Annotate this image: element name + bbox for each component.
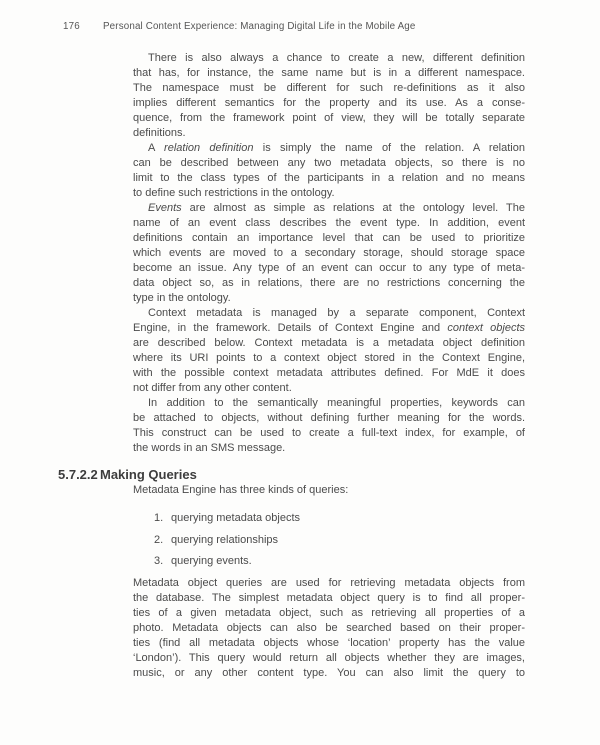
- text-segment: are almost as simple as relations at the ontology level. The: [181, 202, 525, 214]
- text-segment: implies different semantics for the property and its use. As a conse-: [133, 97, 525, 109]
- list-marker: 2.: [154, 533, 164, 546]
- page-header: [63, 21, 415, 32]
- running-title: Personal Content Experience: Managing Digital Life in the Mobile Age: [103, 21, 416, 32]
- text-line: [133, 201, 525, 216]
- paragraph-namespace: [133, 51, 525, 141]
- paragraph-keywords: [133, 396, 525, 456]
- text-line: [133, 51, 525, 66]
- text-segment: ‘London’). This query would return all objects whether they are images,: [133, 651, 525, 664]
- text-line: [133, 261, 525, 276]
- text-segment: can be described between any two metadata objects, so there is no: [133, 157, 525, 169]
- section-number: 5.7.2.2: [58, 467, 98, 482]
- text-segment: quence, from the framework point of view, they will be totally separate: [133, 112, 525, 124]
- query-kinds-list: [133, 511, 525, 569]
- text-segment: Context metadata is managed by a separate component, Context: [148, 307, 525, 319]
- text-segment: to define such restrictions in the ontology.: [133, 187, 335, 199]
- text-line: [133, 81, 525, 96]
- italic-text: relation definition: [164, 142, 254, 154]
- text-line: [133, 246, 525, 261]
- text-line: [133, 366, 525, 381]
- text-line: [133, 411, 525, 426]
- text-line: [133, 381, 525, 396]
- text-line: [133, 636, 525, 651]
- text-segment: become an issue. Any type of an event can occur to any type of meta-: [133, 262, 525, 274]
- text-segment: not differ from any other content.: [133, 382, 292, 394]
- text-segment: definitions contain an importance level that can be used to prioritize: [133, 232, 525, 244]
- text-segment: There is also always a chance to create a new, different definition: [148, 52, 525, 64]
- text-segment: is simply the name of the relation. A relation: [253, 142, 525, 154]
- text-line: [133, 351, 525, 366]
- text-line: [133, 186, 525, 201]
- section-heading: [58, 467, 525, 483]
- paragraph-events: [133, 201, 525, 306]
- page-number: 176: [63, 21, 80, 32]
- text-line: [133, 96, 525, 111]
- text-segment: the words in an SMS message.: [133, 442, 286, 454]
- text-line: [133, 483, 525, 498]
- paragraph-relation-definition: [133, 141, 525, 201]
- list-item-text: querying metadata objects: [171, 512, 301, 524]
- italic-text: context objects: [447, 322, 525, 334]
- text-segment: definitions.: [133, 127, 186, 139]
- text-segment: limit to the class types of the participants in a relation and no means: [133, 172, 525, 184]
- text-line: [133, 606, 525, 621]
- text-line: [133, 306, 525, 321]
- page-body: [58, 51, 525, 681]
- list-marker: 3.: [154, 555, 164, 567]
- text-line: [133, 666, 525, 681]
- text-line: [133, 396, 525, 411]
- text-line: [133, 66, 525, 81]
- text-segment: with the possible context metadata attributes defined. For MdE it does: [133, 367, 525, 379]
- text-line: [133, 621, 525, 636]
- italic-text: Events: [148, 202, 182, 214]
- text-segment: be attached to objects, without defining further meaning for the words.: [133, 412, 525, 424]
- text-segment: ties of a given metadata object, such as retrieving all properties of a: [133, 606, 525, 619]
- text-line: [133, 291, 525, 306]
- text-segment: Metadata object queries are used for retrieving metadata objects from: [133, 576, 525, 589]
- text-segment: photo. Metadata objects can also be searched based on their proper-: [133, 621, 525, 634]
- text-line: [133, 651, 525, 666]
- list-item: [154, 554, 525, 569]
- text-line: [133, 216, 525, 231]
- text-line: [133, 576, 525, 591]
- text-segment: ties (find all metadata objects whose ‘location’ property has the value: [133, 636, 525, 649]
- text-line: [133, 111, 525, 126]
- text-segment: which events are moved to a secondary storage, should storage space: [133, 247, 525, 259]
- text-line: [133, 156, 525, 171]
- list-item: [154, 533, 525, 548]
- text-segment: music, or any other content type. You can also limit the query to: [133, 666, 525, 679]
- text-line: [133, 231, 525, 246]
- list-item-text: querying relationships: [171, 533, 279, 546]
- text-segment: Engine, in the framework. Details of Context Engine and: [133, 322, 448, 334]
- text-line: [133, 141, 525, 156]
- text-line: [133, 126, 525, 141]
- text-segment: In addition to the semantically meaningful properties, keywords can: [148, 397, 525, 409]
- text-segment: The namespace must be different for such re-definitions as it also: [133, 82, 525, 94]
- text-segment: type in the ontology.: [133, 292, 231, 304]
- text-line: [133, 441, 525, 456]
- text-segment: data object so, as in relations, there are no restrictions concerning the: [133, 277, 525, 289]
- paragraph-object-queries: [133, 576, 525, 681]
- text-segment: that has, for instance, the same name but is in a different namespace.: [133, 67, 525, 79]
- text-segment: Metadata Engine has three kinds of queries:: [133, 484, 349, 496]
- list-marker: 1.: [154, 512, 164, 524]
- text-line: [133, 276, 525, 291]
- text-segment: name of an event class describes the event type. In addition, event: [133, 217, 525, 229]
- list-item-text: querying events.: [171, 555, 252, 567]
- text-line: [133, 426, 525, 441]
- section-title: Making Queries: [100, 467, 197, 482]
- text-segment: are described below. Context metadata is a metadata object definition: [133, 337, 525, 349]
- text-line: [133, 591, 525, 606]
- list-item: [154, 511, 525, 526]
- text-segment: where its URI points to a context object stored in the Context Engine,: [133, 352, 525, 364]
- text-segment: A: [148, 142, 165, 154]
- text-line: [133, 321, 525, 336]
- text-line: [133, 171, 525, 186]
- text-segment: This construct can be used to create a full-text index, for example, of: [133, 427, 525, 439]
- paragraph-context-metadata: [133, 306, 525, 396]
- paragraph-queries-intro: [133, 483, 525, 498]
- text-line: [133, 336, 525, 351]
- text-segment: the database. The simplest metadata object query is to find all proper-: [133, 591, 525, 604]
